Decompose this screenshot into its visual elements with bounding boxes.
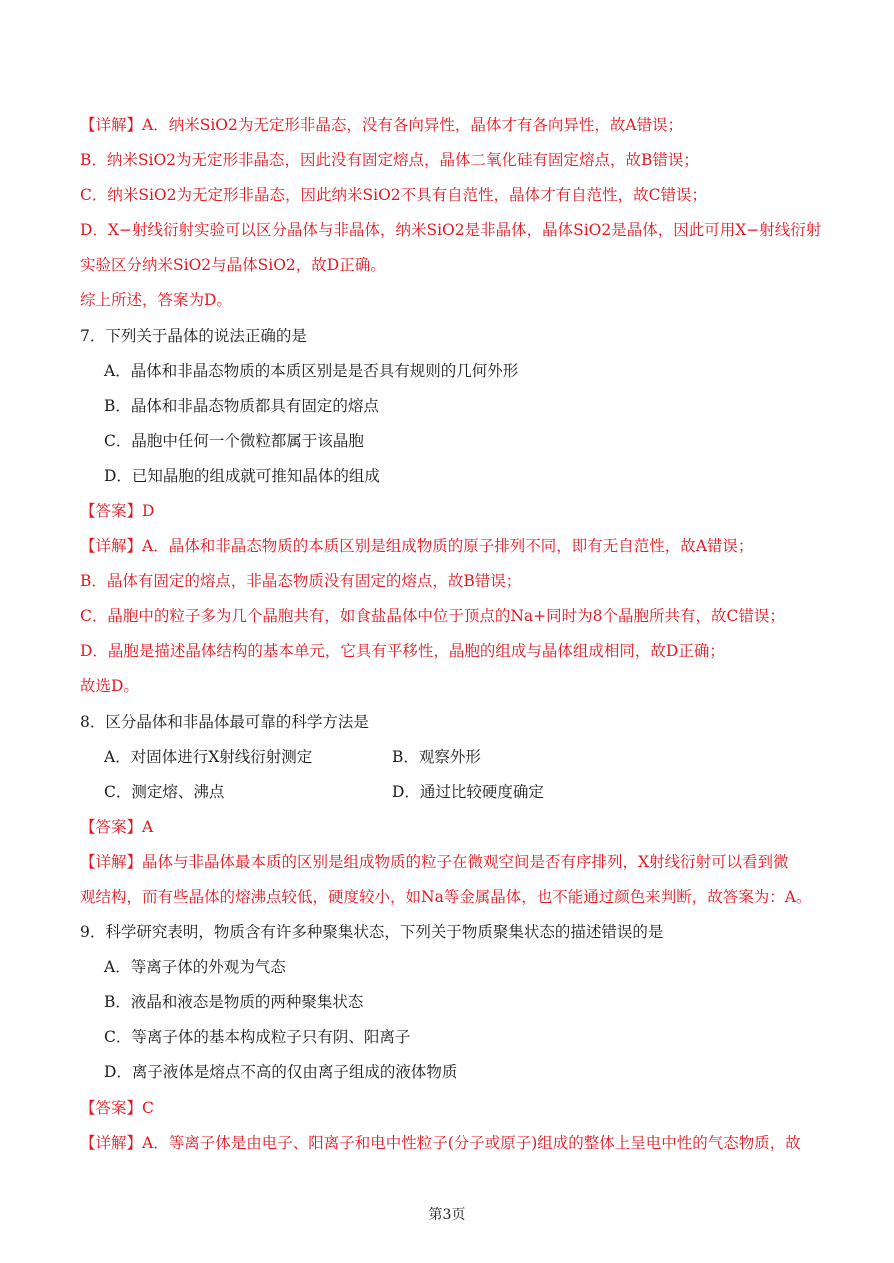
option-b: B．观察外形 — [392, 748, 481, 766]
page-number: 第3页 — [428, 1207, 466, 1223]
option-a: A．对固体进行X射线衍射测定 — [104, 748, 313, 766]
option-d: D．离子液体是熔点不高的仅由离子组成的液体物质 — [104, 1063, 458, 1081]
explanation-line: 【详解】A．晶体和非晶态物质的本质区别是组成物质的原子排列不同，即有无自范性，故A错误； — [80, 537, 754, 555]
explanation-line: B．纳米SiO2为无定形非晶态，因此没有固定熔点，晶体二氧化硅有固定熔点，故B错误； — [80, 151, 699, 169]
option-a: A．晶体和非晶态物质的本质区别是是否具有规则的几何外形 — [104, 362, 519, 380]
explanation-line: 【详解】A．纳米SiO2为无定形非晶态，没有各向异性，晶体才有各向异性，故A错误； — [80, 116, 684, 134]
option-d: D．通过比较硬度确定 — [392, 783, 544, 801]
option-a: A．等离子体的外观为气态 — [104, 958, 286, 976]
answer-line: 【答案】C — [80, 1099, 154, 1117]
option-d: D．已知晶胞的组成就可推知晶体的组成 — [104, 467, 380, 485]
conclusion-line: 综上所述，答案为D。 — [80, 291, 232, 309]
question-8: 8．区分晶体和非晶体最可靠的科学方法是 — [80, 713, 369, 731]
question-9: 9．科学研究表明，物质含有许多种聚集状态，下列关于物质聚集状态的描述错误的是 — [80, 923, 664, 941]
option-b: B．液晶和液态是物质的两种聚集状态 — [104, 993, 364, 1011]
answer-line: 【答案】D — [80, 502, 155, 520]
explanation-line: B．晶体有固定的熔点，非晶态物质没有固定的熔点，故B错误； — [80, 572, 522, 590]
question-7: 7．下列关于晶体的说法正确的是 — [80, 327, 307, 345]
explanation-line: 观结构，而有些晶体的熔沸点较低，硬度较小，如Na等金属晶体，也不能通过颜色来判断，故答案为：A。 — [80, 888, 812, 906]
option-c: C．测定熔、沸点 — [104, 783, 225, 801]
explanation-line: 实验区分纳米SiO2与晶体SiO2，故D正确。 — [80, 256, 386, 274]
explanation-line: 【详解】A．等离子体是由电子、阳离子和电中性粒子(分子或原子)组成的整体上呈电中性的气态物质，故 — [80, 1134, 801, 1152]
explanation-line: C．晶胞中的粒子多为几个晶胞共有，如食盐晶体中位于顶点的Na+同时为8个晶胞所共有，故C错误； — [80, 607, 785, 625]
explanation-line: 【详解】晶体与非晶体最本质的区别是组成物质的粒子在微观空间是否有序排列，X射线衍射可以看到微 — [80, 853, 789, 871]
answer-line: 【答案】A — [80, 818, 154, 836]
option-b: B．晶体和非晶态物质都具有固定的熔点 — [104, 397, 379, 415]
explanation-line: D．晶胞是描述晶体结构的基本单元，它具有平移性，晶胞的组成与晶体组成相同，故D正确； — [80, 642, 725, 660]
explanation-line: D．X−射线衍射实验可以区分晶体与非晶体，纳米SiO2是非晶体，晶体SiO2是晶体，因此可用X−射线衍射 — [80, 221, 822, 239]
option-c: C．等离子体的基本构成粒子只有阴、阳离子 — [104, 1028, 411, 1046]
option-c: C．晶胞中任何一个微粒都属于该晶胞 — [104, 432, 364, 450]
explanation-line: C．纳米SiO2为无定形非晶态，因此纳米SiO2不具有自范性，晶体才有自范性，故C错误； — [80, 186, 708, 204]
conclusion-line: 故选D。 — [80, 677, 139, 695]
